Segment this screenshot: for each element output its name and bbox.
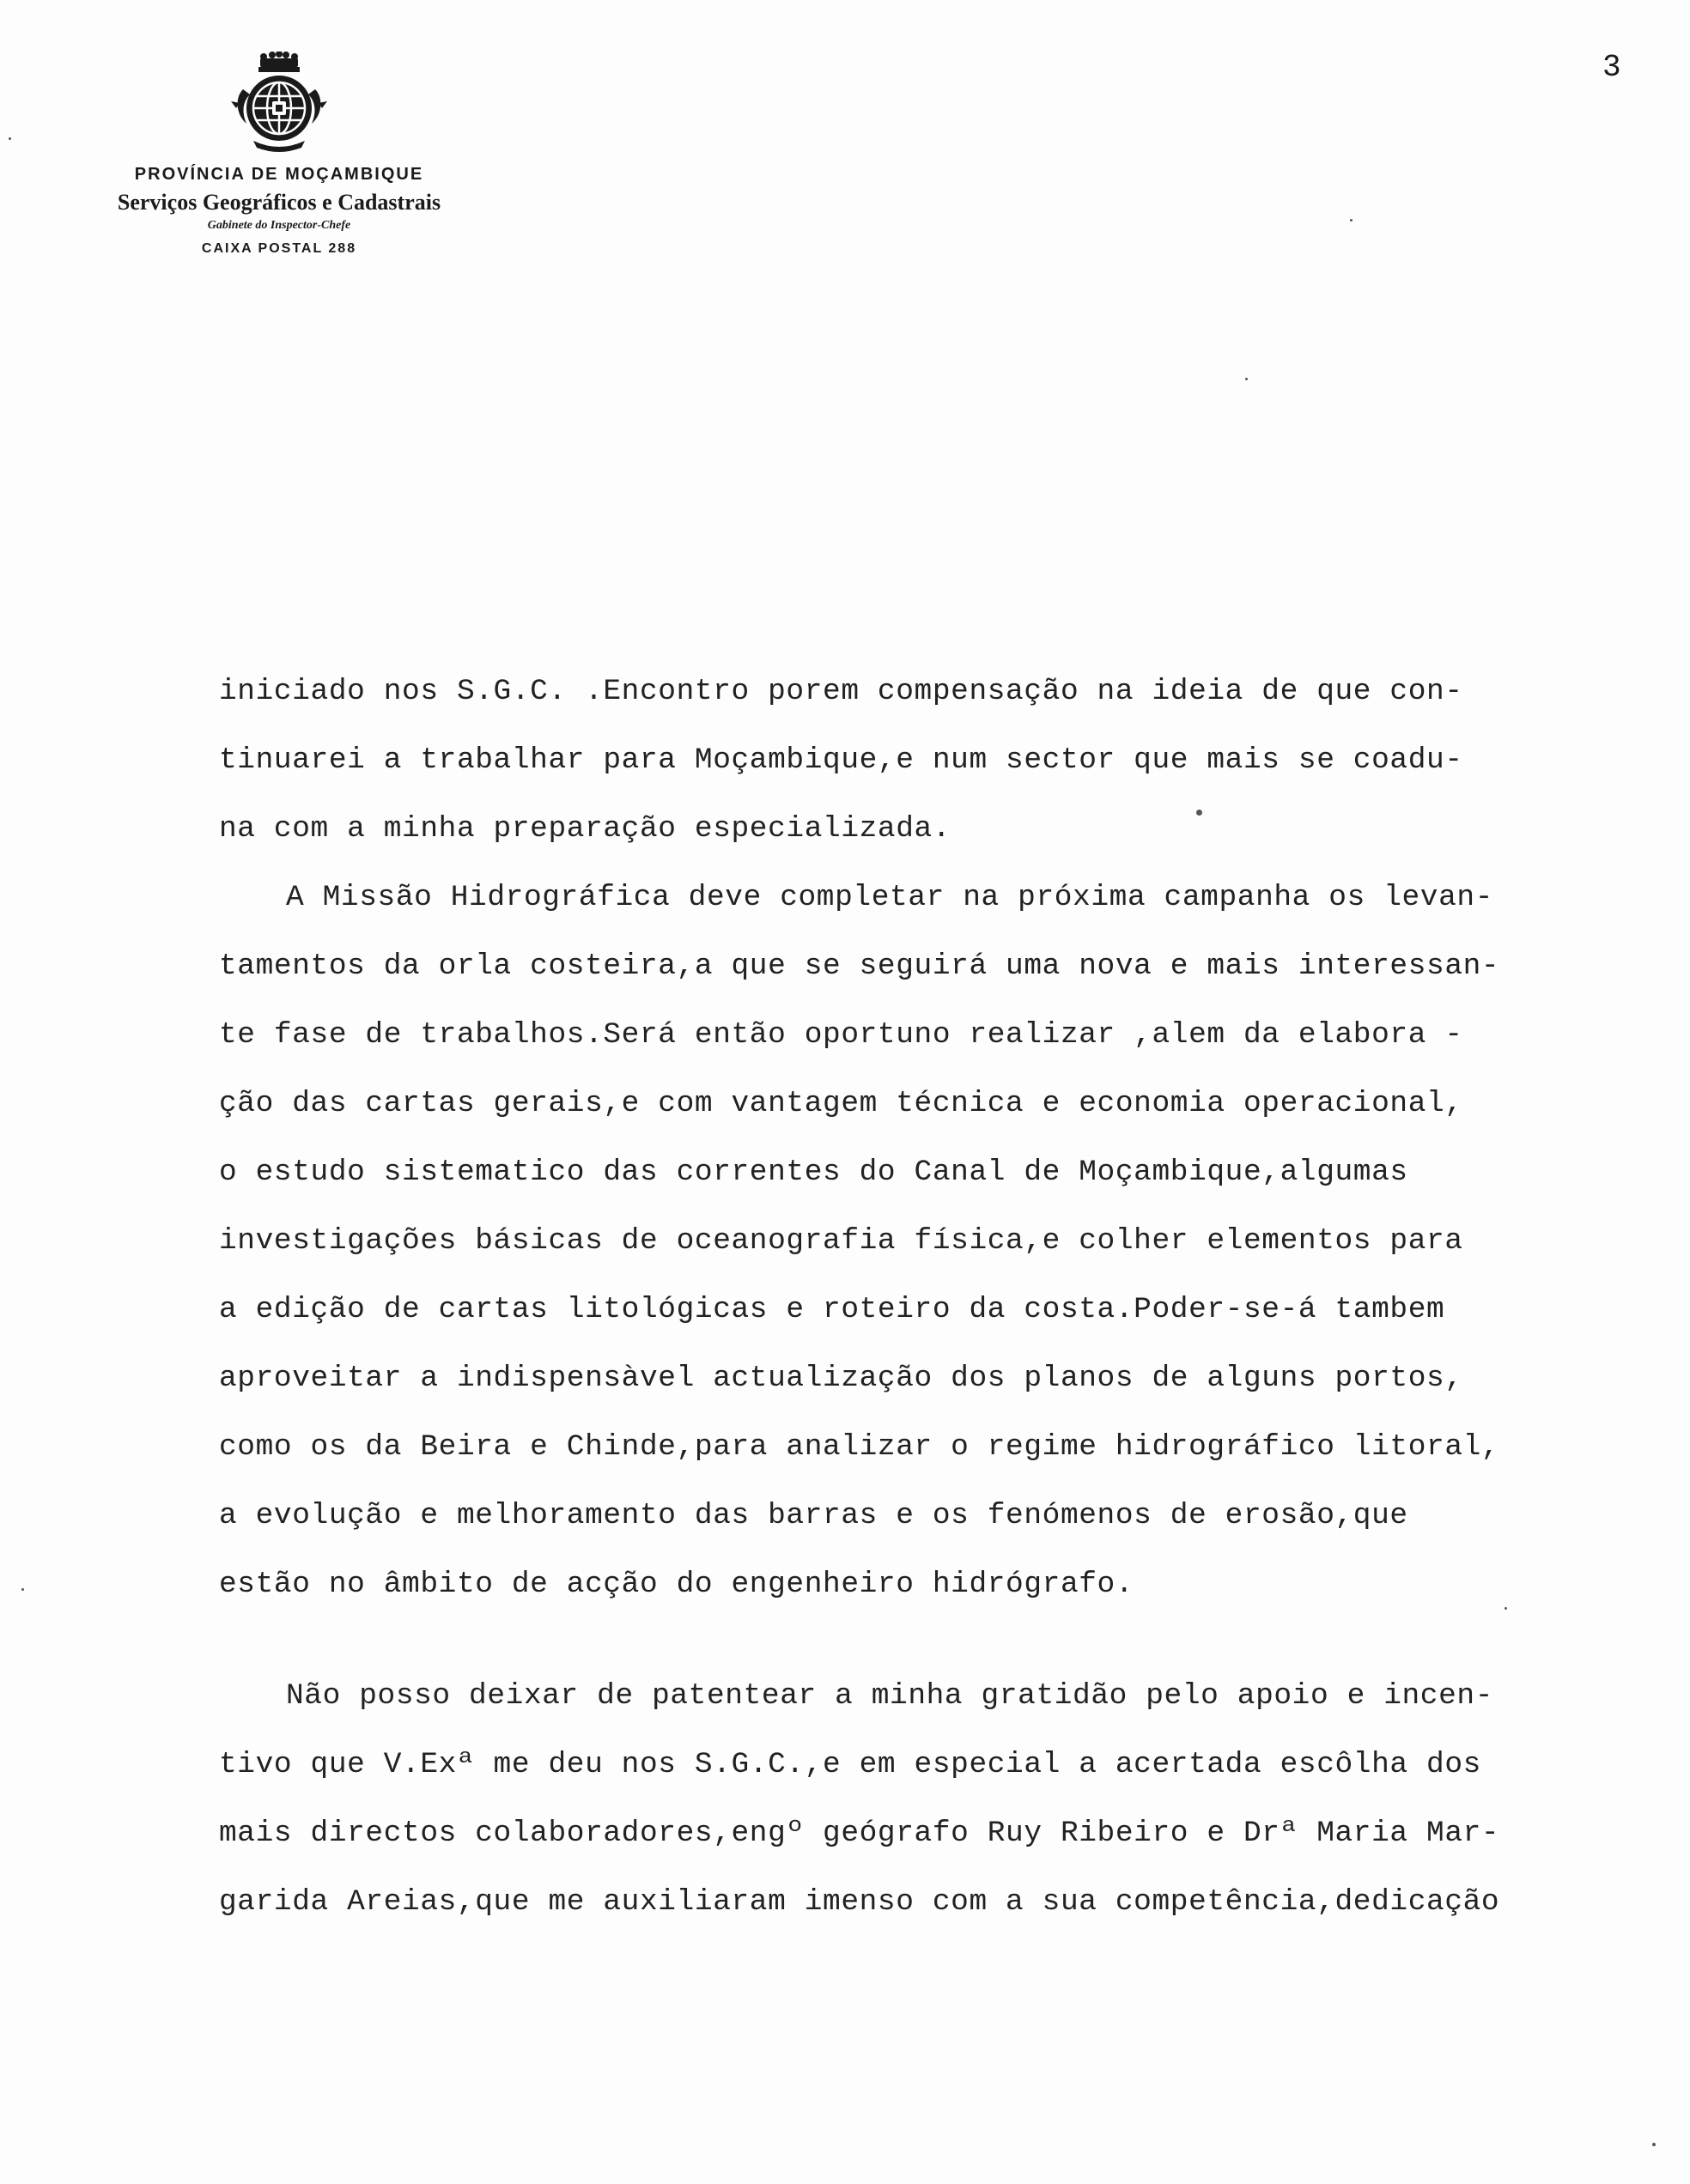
text-line: como os da Beira e Chinde,para analizar o regime hidrográfico litoral, <box>219 1430 1500 1464</box>
scan-speck <box>1652 2143 1656 2146</box>
scan-speck <box>21 1588 24 1591</box>
paragraph <box>219 873 1679 1629</box>
page-number: 3 <box>1602 50 1621 85</box>
letterhead-postal: CAIXA POSTAL 288 <box>201 241 357 256</box>
text-line: iniciado nos S.G.C. .Encontro porem compensação na ideia de que con- <box>219 675 1463 708</box>
scan-speck <box>1245 378 1248 380</box>
text-line: estão no âmbito de acção do engenheiro hidrógrafo. <box>219 1568 1134 1601</box>
coat-of-arms-seal <box>228 52 331 155</box>
text-line: a evolução e melhoramento das barras e os fenómenos de erosão,que <box>219 1499 1408 1532</box>
text-line: na com a minha preparação especializada. <box>219 812 951 846</box>
paragraph <box>219 667 1679 873</box>
text-line: investigações básicas de oceanografia física,e colher elementos para <box>219 1224 1463 1258</box>
scan-speck <box>1196 810 1202 816</box>
text-line: tinuarei a trabalhar para Moçambique,e num sector que mais se coadu- <box>219 743 1463 777</box>
paragraph <box>219 1671 1679 1946</box>
text-line: Não posso deixar de patentear a minha gratidão pelo apoio e incen- <box>286 1679 1494 1713</box>
text-line: a edição de cartas litológicas e roteiro da costa.Poder-se-á tambem <box>219 1293 1445 1326</box>
letter-body <box>219 667 1679 1946</box>
text-line: ção das cartas gerais,e com vantagem técnica e economia operacional, <box>219 1087 1463 1120</box>
text-line: o estudo sistematico das correntes do Canal de Moçambique,algumas <box>219 1156 1408 1189</box>
text-line: aproveitar a indispensàvel actualização dos planos de alguns portos, <box>219 1362 1463 1395</box>
text-line: mais directos colaboradores,engº geógrafo Ruy Ribeiro e Drª Maria Mar- <box>219 1817 1500 1850</box>
scan-speck <box>1505 1607 1507 1610</box>
text-line: garida Areias,que me auxiliaram imenso com a sua competência,dedicação <box>219 1885 1500 1919</box>
letterhead-province: PROVÍNCIA DE MOÇAMBIQUE <box>134 165 424 184</box>
scan-speck <box>1350 219 1353 221</box>
text-line: tivo que V.Exª me deu nos S.G.C.,e em especial a acertada escôlha dos <box>219 1748 1481 1781</box>
paragraph-gap <box>219 1629 1679 1671</box>
text-line: tamentos da orla costeira,a que se seguirá uma nova e mais interessan- <box>219 949 1500 983</box>
text-line: te fase de trabalhos.Será então oportuno realizar ,alem da elabora - <box>219 1018 1463 1052</box>
scan-speck <box>9 137 11 140</box>
text-line: A Missão Hidrográfica deve completar na próxima campanha os levan- <box>286 881 1494 914</box>
letterhead <box>86 52 472 257</box>
letterhead-service: Serviços Geográficos e Cadastrais <box>117 190 441 215</box>
letterhead-office: Gabinete do Inspector-Chefe <box>207 219 351 232</box>
